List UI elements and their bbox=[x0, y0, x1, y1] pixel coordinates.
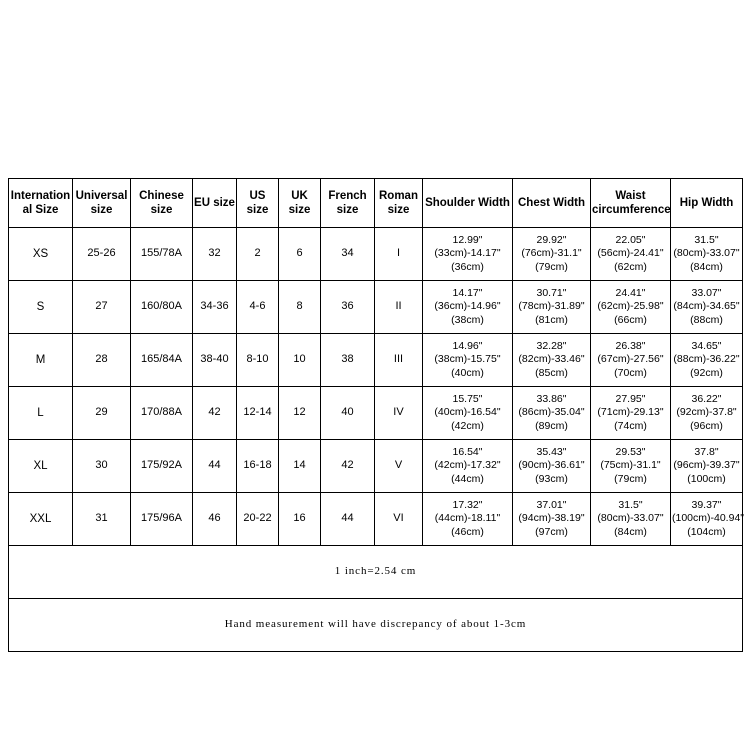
cell-universal-size: 31 bbox=[73, 493, 131, 546]
cell-french-size: 38 bbox=[321, 334, 375, 387]
column-header-chest-width: Chest Width bbox=[513, 179, 591, 228]
cell-french-size: 42 bbox=[321, 440, 375, 493]
cell-chinese-size: 165/84A bbox=[131, 334, 193, 387]
cell-roman-size: I bbox=[375, 228, 423, 281]
cell-chinese-size: 170/88A bbox=[131, 387, 193, 440]
column-header-international-size: Internation al Size bbox=[9, 179, 73, 228]
column-header-roman-size: Roman size bbox=[375, 179, 423, 228]
cell-universal-size: 25-26 bbox=[73, 228, 131, 281]
cell-shoulder-width: 12.99"(33cm)-14.17"(36cm) bbox=[423, 228, 513, 281]
note-row-discrepancy bbox=[9, 599, 743, 652]
cell-french-size: 34 bbox=[321, 228, 375, 281]
table-row bbox=[9, 281, 743, 334]
cell-chest-width: 30.71"(78cm)-31.89"(81cm) bbox=[513, 281, 591, 334]
table-header-row bbox=[9, 179, 743, 228]
cell-waist-circumference: 31.5"(80cm)-33.07"(84cm) bbox=[591, 493, 671, 546]
size-chart-table-wrapper bbox=[8, 178, 745, 652]
cell-chinese-size: 175/96A bbox=[131, 493, 193, 546]
size-chart-table bbox=[8, 178, 743, 652]
cell-chinese-size: 155/78A bbox=[131, 228, 193, 281]
cell-universal-size: 28 bbox=[73, 334, 131, 387]
note-row-conversion bbox=[9, 546, 743, 599]
cell-us-size: 4-6 bbox=[237, 281, 279, 334]
cell-shoulder-width: 17.32"(44cm)-18.11"(46cm) bbox=[423, 493, 513, 546]
cell-international-size: L bbox=[9, 387, 73, 440]
cell-french-size: 36 bbox=[321, 281, 375, 334]
cell-roman-size: III bbox=[375, 334, 423, 387]
cell-uk-size: 10 bbox=[279, 334, 321, 387]
cell-eu-size: 34-36 bbox=[193, 281, 237, 334]
cell-uk-size: 12 bbox=[279, 387, 321, 440]
cell-us-size: 16-18 bbox=[237, 440, 279, 493]
cell-french-size: 40 bbox=[321, 387, 375, 440]
cell-hip-width: 39.37"(100cm)-40.94"(104cm) bbox=[671, 493, 743, 546]
cell-chest-width: 35.43"(90cm)-36.61"(93cm) bbox=[513, 440, 591, 493]
table-row bbox=[9, 334, 743, 387]
column-header-waist-circumference: Waist circumference bbox=[591, 179, 671, 228]
column-header-uk-size: UK size bbox=[279, 179, 321, 228]
cell-uk-size: 14 bbox=[279, 440, 321, 493]
cell-international-size: XXL bbox=[9, 493, 73, 546]
cell-chinese-size: 175/92A bbox=[131, 440, 193, 493]
cell-roman-size: V bbox=[375, 440, 423, 493]
cell-waist-circumference: 24.41"(62cm)-25.98"(66cm) bbox=[591, 281, 671, 334]
cell-waist-circumference: 22.05"(56cm)-24.41"(62cm) bbox=[591, 228, 671, 281]
cell-uk-size: 8 bbox=[279, 281, 321, 334]
column-header-french-size: French size bbox=[321, 179, 375, 228]
cell-roman-size: VI bbox=[375, 493, 423, 546]
table-row bbox=[9, 387, 743, 440]
cell-hip-width: 34.65"(88cm)-36.22"(92cm) bbox=[671, 334, 743, 387]
column-header-us-size: US size bbox=[237, 179, 279, 228]
cell-eu-size: 44 bbox=[193, 440, 237, 493]
note-hand-measurement: Hand measurement will have discrepancy of about 1-3cm bbox=[9, 599, 743, 652]
cell-international-size: M bbox=[9, 334, 73, 387]
note-inch-to-cm: 1 inch=2.54 cm bbox=[9, 546, 743, 599]
cell-hip-width: 33.07"(84cm)-34.65"(88cm) bbox=[671, 281, 743, 334]
cell-chest-width: 33.86"(86cm)-35.04"(89cm) bbox=[513, 387, 591, 440]
cell-shoulder-width: 14.17"(36cm)-14.96"(38cm) bbox=[423, 281, 513, 334]
table-row bbox=[9, 440, 743, 493]
cell-roman-size: IV bbox=[375, 387, 423, 440]
cell-hip-width: 36.22"(92cm)-37.8"(96cm) bbox=[671, 387, 743, 440]
cell-shoulder-width: 14.96"(38cm)-15.75"(40cm) bbox=[423, 334, 513, 387]
cell-us-size: 12-14 bbox=[237, 387, 279, 440]
cell-hip-width: 31.5"(80cm)-33.07"(84cm) bbox=[671, 228, 743, 281]
table-row bbox=[9, 228, 743, 281]
cell-eu-size: 32 bbox=[193, 228, 237, 281]
cell-universal-size: 30 bbox=[73, 440, 131, 493]
cell-french-size: 44 bbox=[321, 493, 375, 546]
cell-international-size: XL bbox=[9, 440, 73, 493]
cell-waist-circumference: 29.53"(75cm)-31.1"(79cm) bbox=[591, 440, 671, 493]
cell-chest-width: 29.92"(76cm)-31.1"(79cm) bbox=[513, 228, 591, 281]
cell-universal-size: 27 bbox=[73, 281, 131, 334]
column-header-eu-size: EU size bbox=[193, 179, 237, 228]
column-header-universal-size: Universal size bbox=[73, 179, 131, 228]
cell-waist-circumference: 27.95"(71cm)-29.13"(74cm) bbox=[591, 387, 671, 440]
cell-chinese-size: 160/80A bbox=[131, 281, 193, 334]
column-header-shoulder-width: Shoulder Width bbox=[423, 179, 513, 228]
cell-hip-width: 37.8"(96cm)-39.37"(100cm) bbox=[671, 440, 743, 493]
cell-universal-size: 29 bbox=[73, 387, 131, 440]
cell-eu-size: 42 bbox=[193, 387, 237, 440]
cell-shoulder-width: 15.75"(40cm)-16.54"(42cm) bbox=[423, 387, 513, 440]
column-header-hip-width: Hip Width bbox=[671, 179, 743, 228]
cell-waist-circumference: 26.38"(67cm)-27.56"(70cm) bbox=[591, 334, 671, 387]
cell-us-size: 20-22 bbox=[237, 493, 279, 546]
cell-chest-width: 37.01"(94cm)-38.19"(97cm) bbox=[513, 493, 591, 546]
cell-eu-size: 38-40 bbox=[193, 334, 237, 387]
table-row bbox=[9, 493, 743, 546]
cell-international-size: S bbox=[9, 281, 73, 334]
cell-us-size: 8-10 bbox=[237, 334, 279, 387]
cell-uk-size: 6 bbox=[279, 228, 321, 281]
cell-eu-size: 46 bbox=[193, 493, 237, 546]
cell-shoulder-width: 16.54"(42cm)-17.32"(44cm) bbox=[423, 440, 513, 493]
cell-uk-size: 16 bbox=[279, 493, 321, 546]
cell-international-size: XS bbox=[9, 228, 73, 281]
cell-us-size: 2 bbox=[237, 228, 279, 281]
column-header-chinese-size: Chinese size bbox=[131, 179, 193, 228]
cell-chest-width: 32.28"(82cm)-33.46"(85cm) bbox=[513, 334, 591, 387]
cell-roman-size: II bbox=[375, 281, 423, 334]
